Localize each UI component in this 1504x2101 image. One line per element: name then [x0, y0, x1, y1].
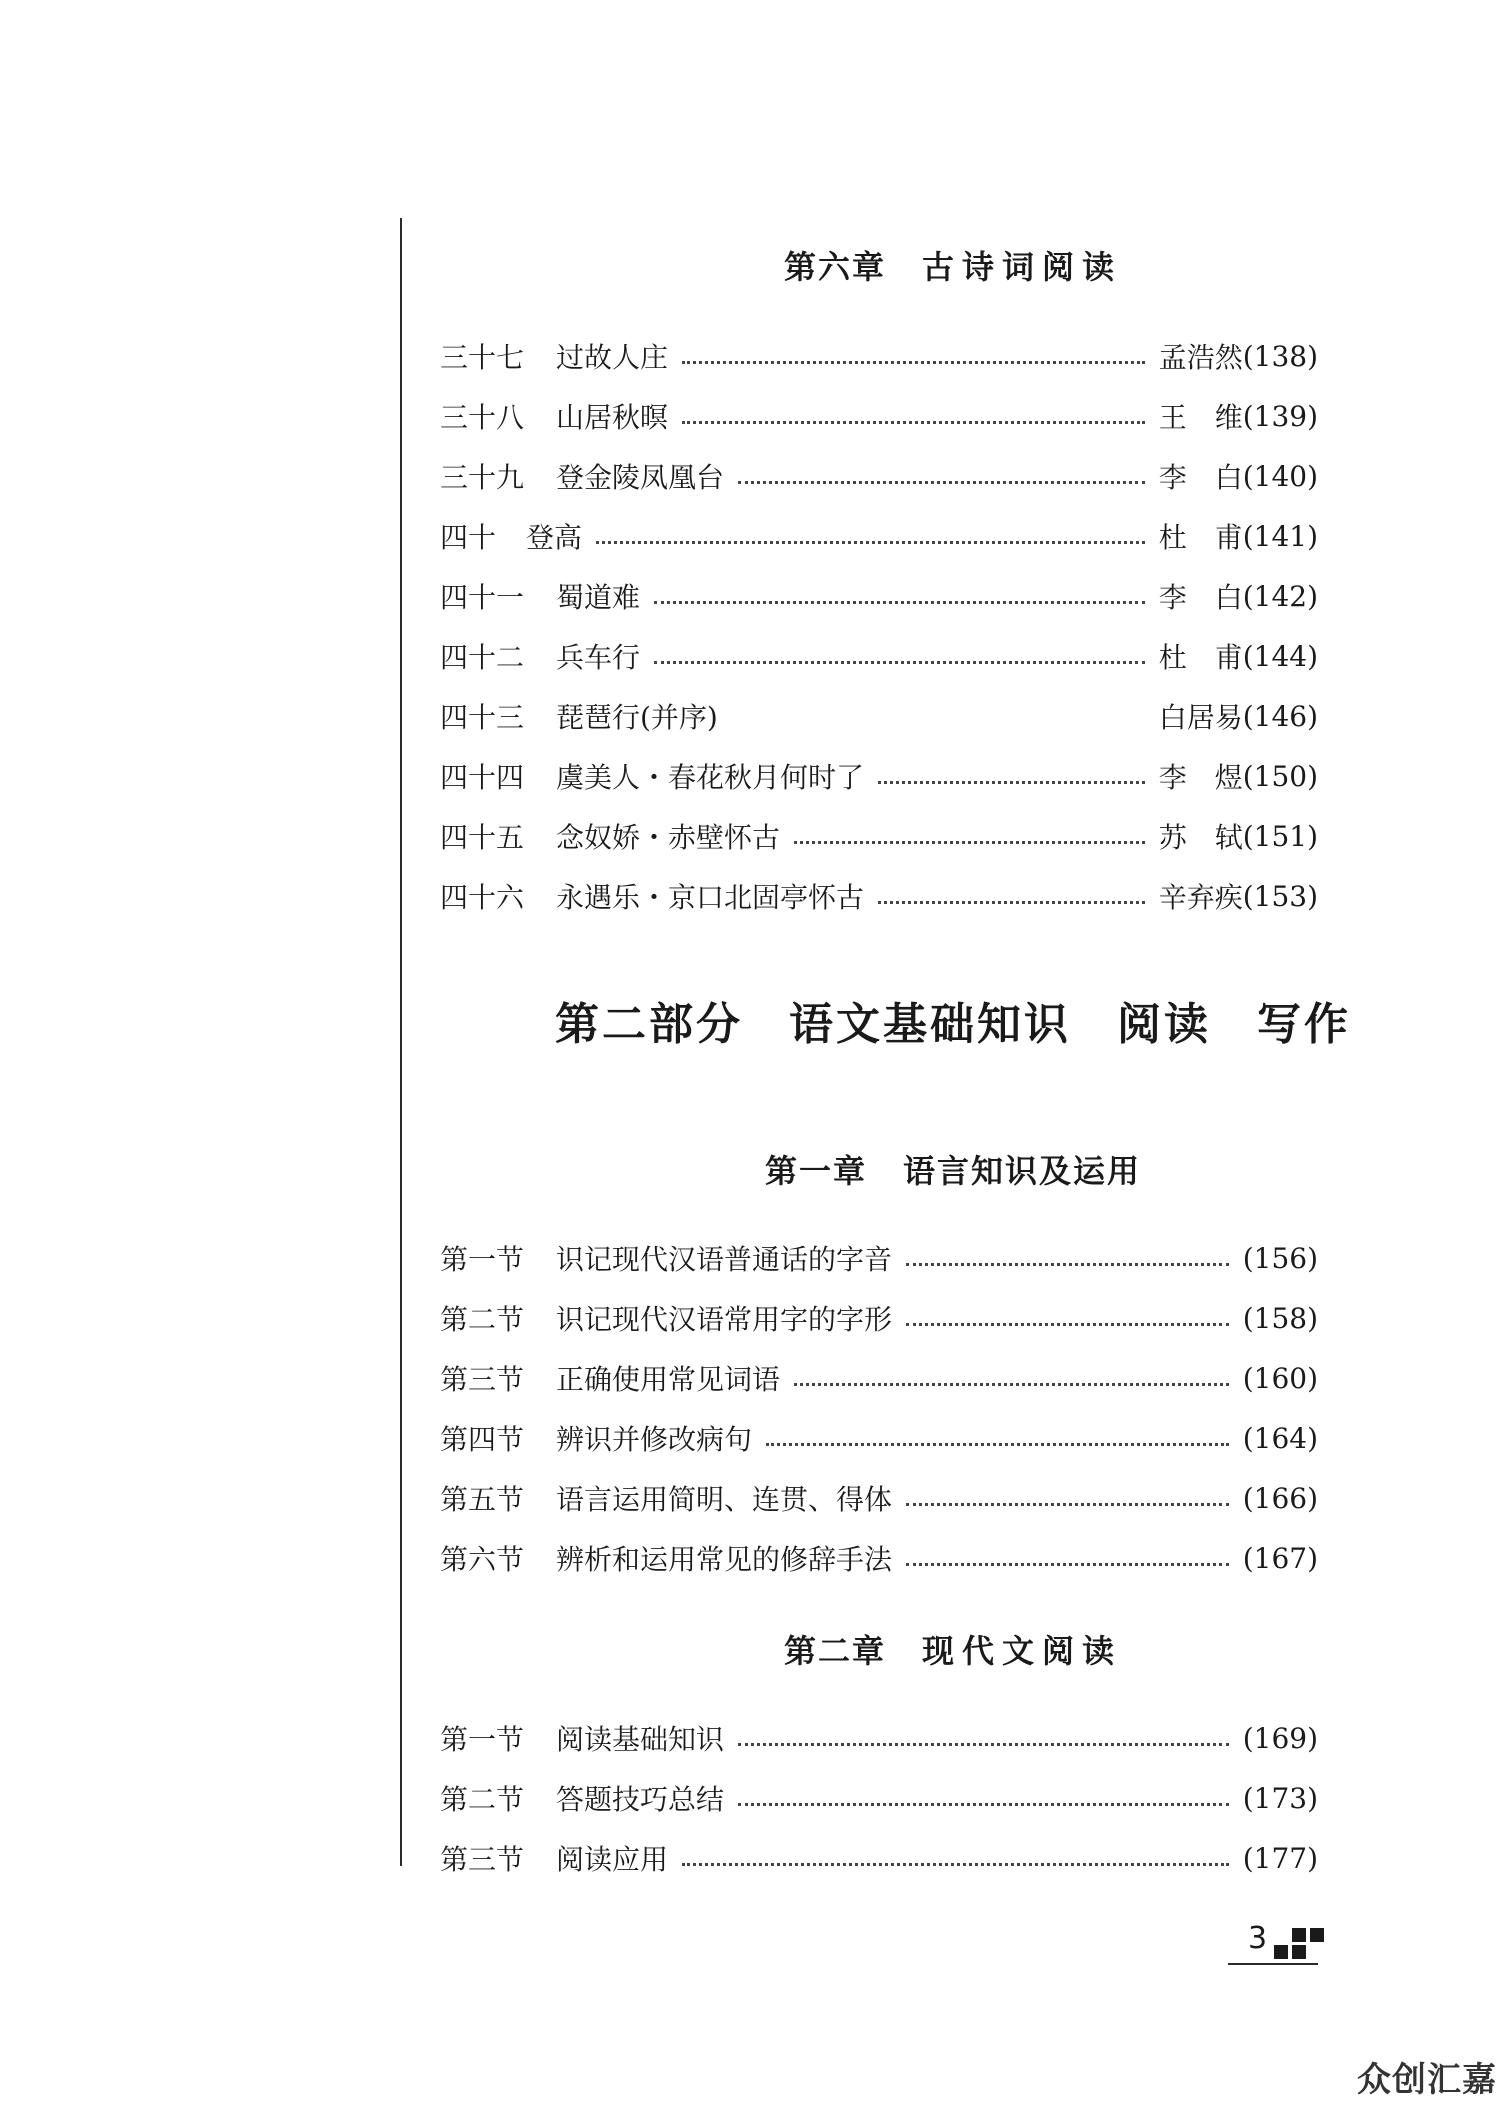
part2-heading	[402, 988, 1504, 1052]
entry-title: 识记现代汉语常用字的字形	[556, 1303, 893, 1336]
entry-title: 念奴娇・赤壁怀古	[556, 821, 781, 854]
entry-page: (153)	[1242, 879, 1318, 913]
entry-title: 语言运用简明、连贯、得体	[556, 1483, 893, 1516]
leader-dots	[654, 661, 1145, 664]
entry-author: 王 维	[1158, 401, 1243, 434]
toc-entry[interactable]	[440, 1348, 1318, 1408]
entry-title: 蜀道难	[556, 581, 641, 614]
entry-title: 过故人庄	[556, 341, 669, 374]
entry-page: (160)	[1242, 1361, 1318, 1395]
leader-dots	[682, 421, 1145, 424]
leader-dots	[906, 1323, 1229, 1326]
part2-subject: 语文基础知识	[789, 999, 1071, 1050]
entry-number: 四十三	[440, 701, 525, 734]
leader-dots	[906, 1263, 1229, 1266]
toc-entry[interactable]	[440, 506, 1318, 566]
entry-number: 第二节	[440, 1783, 525, 1816]
chapter2-number: 第二章	[783, 1632, 886, 1670]
entry-author: 李 白	[1158, 461, 1243, 494]
toc-entry[interactable]	[440, 1828, 1318, 1888]
toc-entry[interactable]	[440, 1228, 1318, 1288]
toc-entry[interactable]	[440, 866, 1318, 926]
entry-number: 第二节	[440, 1303, 525, 1336]
entry-title: 阅读应用	[556, 1843, 669, 1876]
chapter6-heading	[402, 242, 1504, 288]
entry-page: (173)	[1242, 1781, 1318, 1815]
entry-title: 答题技巧总结	[556, 1783, 725, 1816]
toc-entry[interactable]	[440, 806, 1318, 866]
page-square-icon	[1292, 1945, 1306, 1959]
entry-number: 第五节	[440, 1483, 525, 1516]
part2-writing: 写作	[1257, 999, 1351, 1050]
entry-number: 第四节	[440, 1423, 525, 1456]
leader-dots	[878, 781, 1145, 784]
toc-entry[interactable]	[440, 1708, 1318, 1768]
chapter1-list	[440, 1228, 1318, 1588]
page-square-icon	[1274, 1945, 1288, 1959]
toc-entry[interactable]	[440, 1768, 1318, 1828]
entry-title: 琵琶行(并序)	[556, 701, 718, 734]
entry-title: 辨析和运用常见的修辞手法	[556, 1543, 893, 1576]
entry-author: 杜 甫	[1158, 641, 1243, 674]
entry-number: 四十五	[440, 821, 525, 854]
chapter1-title: 语言知识及运用	[903, 1152, 1142, 1190]
entry-author: 李 白	[1158, 581, 1243, 614]
leader-dots	[682, 1863, 1229, 1866]
toc-entry[interactable]	[440, 686, 1318, 746]
page-square-icon	[1310, 1928, 1324, 1942]
toc-entry[interactable]	[440, 746, 1318, 806]
entry-title: 山居秋暝	[556, 401, 669, 434]
entry-title: 识记现代汉语普通话的字音	[556, 1243, 893, 1276]
watermark-logo: 众创汇嘉	[1357, 2060, 1497, 2100]
entry-page: (156)	[1242, 1241, 1318, 1275]
entry-number: 第三节	[440, 1843, 525, 1876]
toc-entry[interactable]	[440, 386, 1318, 446]
chapter6-title: 古诗词阅读	[922, 248, 1123, 286]
leader-dots	[682, 361, 1145, 364]
entry-author: 孟浩然	[1158, 341, 1243, 374]
toc-entry[interactable]	[440, 1408, 1318, 1468]
entry-page: (166)	[1242, 1481, 1318, 1515]
entry-title: 登金陵凤凰台	[556, 461, 725, 494]
part2-reading: 阅读	[1117, 999, 1211, 1050]
entry-page: (146)	[1242, 699, 1318, 733]
toc-entry[interactable]	[440, 326, 1318, 386]
chapter2-title: 现代文阅读	[922, 1632, 1123, 1670]
leader-dots	[738, 1803, 1229, 1806]
entry-page: (140)	[1242, 459, 1318, 493]
entry-page: (150)	[1242, 759, 1318, 793]
chapter6-number: 第六章	[783, 248, 886, 286]
entry-page: (169)	[1242, 1721, 1318, 1755]
entry-number: 第一节	[440, 1243, 525, 1276]
leader-dots	[906, 1503, 1229, 1506]
entry-author: 苏 轼	[1158, 821, 1243, 854]
entry-page: (138)	[1242, 339, 1318, 373]
chapter6-list	[440, 326, 1318, 926]
entry-page: (139)	[1242, 399, 1318, 433]
entry-number: 四十六	[440, 881, 525, 914]
entry-number: 三十八	[440, 401, 525, 434]
entry-title: 阅读基础知识	[556, 1723, 725, 1756]
entry-number: 四十二	[440, 641, 525, 674]
leader-dots	[596, 541, 1145, 544]
entry-title: 永遇乐・京口北固亭怀古	[556, 881, 865, 914]
entry-page: (141)	[1242, 519, 1318, 553]
chapter2-list	[440, 1708, 1318, 1888]
entry-number: 第一节	[440, 1723, 525, 1756]
entry-page: (142)	[1242, 579, 1318, 613]
page-number: 3	[1248, 1921, 1268, 1956]
entry-title: 辨识并修改病句	[556, 1423, 753, 1456]
entry-number: 三十九	[440, 461, 525, 494]
entry-author: 李 煜	[1158, 761, 1243, 794]
leader-dots	[906, 1563, 1229, 1566]
entry-page: (177)	[1242, 1841, 1318, 1875]
entry-number: 四十一	[440, 581, 525, 614]
entry-number: 第三节	[440, 1363, 525, 1396]
part2-label: 第二部分	[555, 999, 743, 1050]
entry-title: 登高	[526, 521, 583, 554]
entry-page: (151)	[1242, 819, 1318, 853]
chapter1-heading	[402, 1146, 1504, 1192]
entry-page: (158)	[1242, 1301, 1318, 1335]
entry-author: 杜 甫	[1158, 521, 1243, 554]
leader-dots	[738, 481, 1145, 484]
toc-entry[interactable]	[440, 626, 1318, 686]
chapter2-heading	[402, 1626, 1504, 1672]
entry-page: (167)	[1242, 1541, 1318, 1575]
footer-rule	[1228, 1963, 1318, 1965]
leader-dots	[738, 1743, 1229, 1746]
leader-dots	[794, 841, 1145, 844]
toc-entry[interactable]	[440, 566, 1318, 626]
toc-entry[interactable]	[440, 1528, 1318, 1588]
entry-page: (164)	[1242, 1421, 1318, 1455]
page-square-icon	[1292, 1928, 1306, 1942]
entry-number: 四十	[440, 521, 497, 554]
leader-dots	[654, 601, 1145, 604]
entry-title: 正确使用常见词语	[556, 1363, 781, 1396]
entry-author: 辛弃疾	[1158, 881, 1243, 914]
entry-title: 兵车行	[556, 641, 641, 674]
toc-entry[interactable]	[440, 1288, 1318, 1348]
leader-dots	[766, 1443, 1229, 1446]
chapter1-number: 第一章	[764, 1152, 867, 1190]
entry-number: 第六节	[440, 1543, 525, 1576]
leader-dots	[794, 1383, 1229, 1386]
toc-entry[interactable]	[440, 446, 1318, 506]
entry-number: 四十四	[440, 761, 525, 794]
entry-page: (144)	[1242, 639, 1318, 673]
entry-number: 三十七	[440, 341, 525, 374]
entry-title: 虞美人・春花秋月何时了	[556, 761, 865, 794]
leader-dots	[878, 901, 1145, 904]
toc-entry[interactable]	[440, 1468, 1318, 1528]
entry-author: 白居易	[1158, 701, 1243, 734]
